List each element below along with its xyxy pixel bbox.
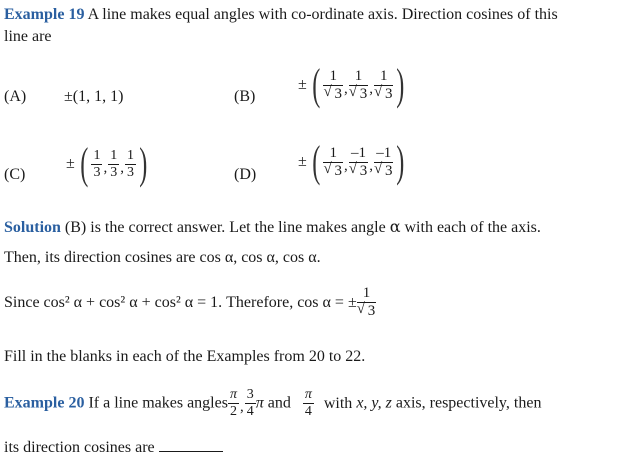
option-a-pm: ± [64, 88, 73, 105]
example-19-label: Example 19 [4, 6, 85, 23]
solution-label: Solution [4, 219, 61, 236]
option-b-frac-3-den: √ 3 [373, 83, 393, 102]
option-b-value [298, 60, 408, 109]
option-c-right-paren: ) [139, 139, 148, 188]
sqrt-icon: √ [373, 83, 383, 100]
option-b-frac-3-num: 1 [374, 69, 394, 86]
solution-text-a: (B) is the correct answer. Let the line makes angle [60, 219, 390, 236]
example-20-frac-pi-4: $\frac{\pi}{4}$ [304, 387, 312, 419]
option-d-value: ± ( 1 √ 3 , –1 √ 3 , –1 √ 3 ) [298, 137, 405, 186]
solution-since [4, 286, 376, 319]
option-c-value: ± ( $\frac{1}{3}$ , $\frac{1}{3}$ , $\frac{1}{3}$ ) [66, 139, 148, 188]
sqrt-icon: √ [348, 160, 357, 177]
option-b-frac-2-den: √ 3 [348, 83, 368, 102]
option-b-frac-1-den: √ 3 [323, 83, 342, 102]
option-b-comma-1: , [343, 80, 348, 97]
solution-line2: Then, its direction cosines are cos α, cos α, cos α. [4, 249, 321, 266]
example-19-statement [4, 4, 610, 48]
option-b-frac-3 [374, 69, 394, 102]
sqrt-icon: √ [323, 83, 332, 100]
example-20-text-c: axis, respectively, then [391, 394, 542, 412]
option-c-pm: ± [66, 155, 75, 172]
option-d-frac-1: 1 √ 3 [323, 144, 342, 179]
option-b-left-paren: ( [312, 60, 321, 109]
option-b-frac-1-num: 1 [323, 69, 343, 86]
option-b-frac-1 [323, 69, 343, 102]
option-a-value [64, 89, 123, 105]
option-b-frac-2 [349, 69, 369, 102]
option-b-right-paren: ) [396, 60, 405, 109]
option-d-pm: ± [298, 153, 307, 170]
sqrt-icon: √ [356, 301, 365, 317]
example-20-and: and [267, 394, 291, 412]
example-19-text-line2: line are [4, 28, 52, 45]
example-20-frac-3-4: $\frac{3}{4}$ [246, 387, 254, 419]
option-d-label: (D) [234, 166, 257, 183]
example-20-text-b: with [323, 394, 357, 412]
option-d-frac-3: –1 √ 3 [373, 144, 393, 179]
example-20-pi: π [255, 394, 264, 412]
fill-in-the-blanks-heading: Fill in the blanks in each of the Examples from 20 to 22. [4, 348, 366, 365]
solution-since-text: Since cos² α + cos² α + cos² α = 1. Therefore, cos α = ± [4, 293, 357, 311]
option-d-right-paren: ) [396, 137, 405, 186]
option-b-comma-2: , [369, 80, 373, 97]
sqrt-icon: √ [348, 83, 357, 100]
option-a-triple: (1, 1, 1) [72, 88, 124, 105]
example-20-statement: Example 20 If a line makes angles $\frac{\pi}{2}$ , $\frac{3}{4}$ π and $\frac{\pi}{4}$ with x, y, z axis, respectively, then [4, 387, 542, 419]
option-a-label: (A) [4, 88, 27, 105]
solution-alpha: α [389, 217, 401, 236]
sqrt-icon: √ [373, 160, 383, 177]
option-d-left-paren: ( [312, 137, 321, 186]
option-c-frac-3: $\frac{1}{3}$ [126, 147, 134, 180]
option-b-frac-2-num: 1 [349, 69, 369, 86]
option-d-frac-2: –1 √ 3 [348, 144, 368, 179]
option-c-frac-2: $\frac{1}{3}$ [110, 147, 118, 180]
example-20-line2 [4, 437, 223, 456]
solution-result-frac: 1 √ 3 [356, 285, 376, 319]
option-b-label: (B) [234, 88, 256, 105]
solution-text-b: with each of the axis. [400, 219, 541, 236]
option-b-pm: ± [298, 76, 307, 93]
example-20-line2-text: its direction cosines are [4, 439, 159, 456]
option-c-label: (C) [4, 166, 26, 183]
example-19-text-line1: A line makes equal angles with co-ordinate axis. Direction cosines of this [87, 6, 558, 23]
option-c-left-paren: ( [80, 139, 89, 188]
example-20-text-a: If a line makes angles [88, 394, 228, 412]
option-c-frac-1: $\frac{1}{3}$ [93, 147, 101, 180]
example-20-xyz: x, y, z [356, 394, 392, 412]
example-20-label: Example 20 [4, 394, 85, 412]
example-20-frac-pi-2: $\frac{\pi}{2}$ [229, 387, 237, 419]
sqrt-icon: √ [323, 160, 332, 177]
solution-block [4, 212, 610, 273]
answer-blank [159, 437, 223, 452]
